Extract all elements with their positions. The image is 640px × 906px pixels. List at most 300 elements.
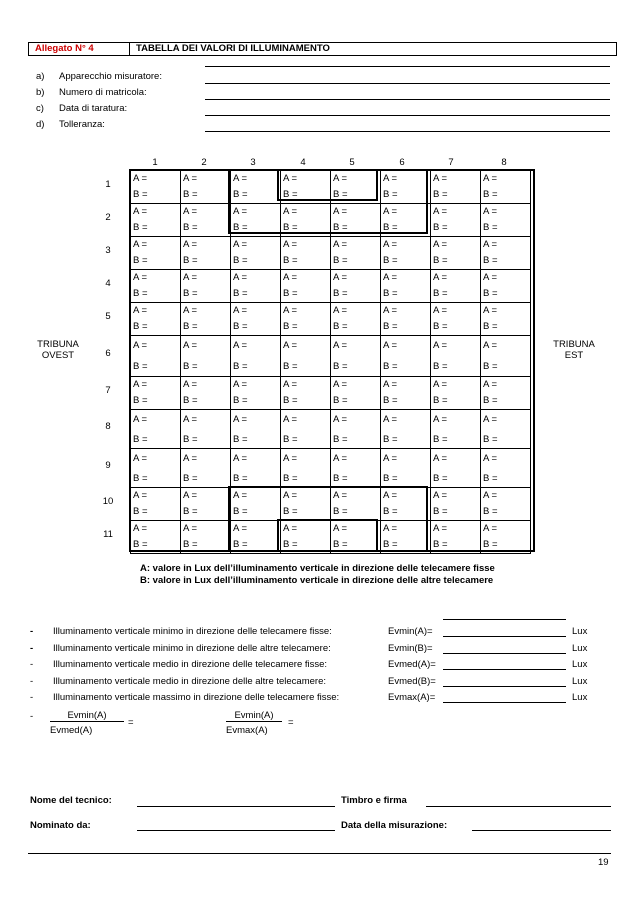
cell-value-b: B = <box>233 434 248 445</box>
cell-value-a: A = <box>333 173 347 184</box>
grid-cell[interactable] <box>131 449 181 488</box>
grid-cell[interactable] <box>431 270 481 303</box>
cell-value-b: B = <box>133 506 148 517</box>
cell-value-a: A = <box>433 340 447 351</box>
cell-value-a: A = <box>333 272 347 283</box>
grid-cell[interactable] <box>181 449 231 488</box>
cell-value-a: A = <box>433 173 447 184</box>
field-letter: d) <box>36 119 45 130</box>
timbro-input[interactable] <box>426 806 611 807</box>
grid-cell[interactable] <box>431 521 481 554</box>
grid-cell[interactable] <box>231 204 281 237</box>
cell-value-a: A = <box>483 305 497 316</box>
grid-cell[interactable] <box>131 171 181 204</box>
cell-value-b: B = <box>333 321 348 332</box>
grid-cell[interactable] <box>381 204 431 237</box>
side-label-line: TRIBUNA <box>553 339 595 350</box>
cell-value-a: A = <box>333 490 347 501</box>
field-input-matricola[interactable] <box>205 99 610 100</box>
unit-label: Lux <box>572 659 588 670</box>
cell-value-b: B = <box>183 222 198 233</box>
grid-cell[interactable] <box>431 237 481 270</box>
cell-value-b: B = <box>433 321 448 332</box>
grid-cell[interactable] <box>431 171 481 204</box>
cell-value-b: B = <box>383 395 398 406</box>
cell-value-a: A = <box>483 414 497 425</box>
grid-cell[interactable] <box>181 303 231 336</box>
grid-cell[interactable] <box>131 377 181 410</box>
grid-cell[interactable] <box>231 449 281 488</box>
cell-value-a: A = <box>383 173 397 184</box>
page-title: TABELLA DEI VALORI DI ILLUMINAMENTO <box>136 43 330 54</box>
unit-label: Lux <box>572 692 588 703</box>
grid-cell[interactable] <box>431 377 481 410</box>
cell-value-b: B = <box>233 539 248 550</box>
cell-value-a: A = <box>133 379 147 390</box>
bullet: - <box>30 643 34 654</box>
cell-value-b: B = <box>433 255 448 266</box>
legend-a: A: valore in Lux dell’illuminamento verticale in direzione delle telecamere fisse <box>140 563 495 574</box>
cell-value-a: A = <box>183 173 197 184</box>
cell-value-a: A = <box>333 340 347 351</box>
cell-value-a: A = <box>233 340 247 351</box>
row-number: 6 <box>105 347 111 359</box>
cell-value-b: B = <box>383 434 398 445</box>
grid-cell[interactable] <box>481 270 531 303</box>
cell-value-b: B = <box>133 288 148 299</box>
grid-cell[interactable] <box>481 449 531 488</box>
cell-value-a: A = <box>133 272 147 283</box>
grid-cell[interactable] <box>481 521 531 554</box>
cell-value-a: A = <box>333 206 347 217</box>
row-number: 2 <box>105 211 111 223</box>
result-label: Illuminamento verticale medio in direzione delle altre telecamere: <box>53 676 326 687</box>
grid-cell[interactable] <box>431 449 481 488</box>
cell-value-b: B = <box>183 288 198 299</box>
grid-cell[interactable] <box>431 303 481 336</box>
cell-value-a: A = <box>233 523 247 534</box>
cell-value-a: A = <box>283 272 297 283</box>
cell-value-a: A = <box>333 305 347 316</box>
grid-cell[interactable] <box>281 449 331 488</box>
cell-value-a: A = <box>433 379 447 390</box>
row-number: 4 <box>105 277 111 289</box>
cell-value-a: A = <box>233 173 247 184</box>
cell-value-a: A = <box>383 305 397 316</box>
cell-value-b: B = <box>183 255 198 266</box>
row-number: 10 <box>102 495 114 507</box>
side-label-ovest <box>30 339 86 361</box>
cell-value-a: A = <box>133 414 147 425</box>
tecnico-input[interactable] <box>137 806 335 807</box>
cell-value-b: B = <box>383 255 398 266</box>
grid-cell[interactable] <box>131 488 181 521</box>
grid-cell[interactable] <box>331 237 381 270</box>
cell-value-b: B = <box>333 506 348 517</box>
grid-cell[interactable] <box>231 488 281 521</box>
grid-cell[interactable] <box>281 204 331 237</box>
row-number: 7 <box>105 384 111 396</box>
cell-value-b: B = <box>183 434 198 445</box>
cell-value-a: A = <box>133 340 147 351</box>
bullet: - <box>30 659 34 670</box>
row-number: 8 <box>105 420 111 432</box>
cell-value-a: A = <box>433 206 447 217</box>
cell-value-a: A = <box>133 239 147 250</box>
result-key: Evmin(B)= <box>388 643 433 654</box>
grid-cell[interactable] <box>131 303 181 336</box>
grid-cell[interactable] <box>181 204 231 237</box>
cell-value-b: B = <box>283 506 298 517</box>
grid-row <box>131 488 531 521</box>
cell-value-b: B = <box>283 434 298 445</box>
cell-value-a: A = <box>383 340 397 351</box>
grid-cell[interactable] <box>481 488 531 521</box>
row-number: 5 <box>105 310 111 322</box>
result-input-evmed-a[interactable] <box>443 669 566 670</box>
grid-cell[interactable] <box>231 336 281 377</box>
grid-cell[interactable] <box>381 237 431 270</box>
grid-cell[interactable] <box>181 410 231 449</box>
grid-cell[interactable] <box>281 336 331 377</box>
row-number: 3 <box>105 244 111 256</box>
cell-value-a: A = <box>183 523 197 534</box>
result-label: Illuminamento verticale minimo in direzione delle altre telecamere: <box>53 643 331 654</box>
grid-cell[interactable] <box>331 303 381 336</box>
cell-value-a: A = <box>283 414 297 425</box>
grid-cell[interactable] <box>131 237 181 270</box>
grid-cell[interactable] <box>131 410 181 449</box>
cell-value-a: A = <box>483 340 497 351</box>
cell-value-a: A = <box>483 453 497 464</box>
cell-value-b: B = <box>183 361 198 372</box>
grid-row <box>131 204 531 237</box>
cell-value-b: B = <box>483 189 498 200</box>
cell-value-a: A = <box>433 490 447 501</box>
cell-value-b: B = <box>433 434 448 445</box>
cell-value-b: B = <box>133 222 148 233</box>
cell-value-b: B = <box>433 222 448 233</box>
cell-value-b: B = <box>483 288 498 299</box>
cell-value-a: A = <box>383 523 397 534</box>
cell-value-a: A = <box>233 206 247 217</box>
cell-value-a: A = <box>283 453 297 464</box>
cell-value-a: A = <box>483 379 497 390</box>
side-label-line: TRIBUNA <box>37 339 79 350</box>
grid-cell[interactable] <box>381 303 431 336</box>
grid-cell[interactable] <box>431 410 481 449</box>
cell-value-b: B = <box>133 189 148 200</box>
field-label: Data di taratura: <box>59 103 128 114</box>
field-input-taratura[interactable] <box>205 115 610 116</box>
grid-cell[interactable] <box>481 171 531 204</box>
cell-value-b: B = <box>233 473 248 484</box>
cell-value-b: B = <box>483 506 498 517</box>
grid-cell[interactable] <box>481 237 531 270</box>
row-number: 1 <box>105 179 111 190</box>
cell-value-b: B = <box>283 539 298 550</box>
grid-cell[interactable] <box>381 377 431 410</box>
cell-value-a: A = <box>383 272 397 283</box>
cell-value-b: B = <box>333 288 348 299</box>
cell-value-a: A = <box>433 239 447 250</box>
result-input-evmed-b[interactable] <box>443 686 566 687</box>
grid-cell[interactable] <box>231 171 281 204</box>
cell-value-a: A = <box>183 206 197 217</box>
grid-cell[interactable] <box>331 410 381 449</box>
grid-row <box>131 336 531 377</box>
cell-value-b: B = <box>333 255 348 266</box>
document-header <box>28 42 617 56</box>
result-key: Evmed(A)= <box>388 659 436 670</box>
grid-cell[interactable] <box>181 270 231 303</box>
field-letter: a) <box>36 71 45 82</box>
cell-value-b: B = <box>483 395 498 406</box>
cell-value-b: B = <box>383 506 398 517</box>
cell-value-b: B = <box>283 395 298 406</box>
column-number: 3 <box>250 157 256 168</box>
cell-value-b: B = <box>333 473 348 484</box>
grid-cell[interactable] <box>431 336 481 377</box>
cell-value-b: B = <box>433 473 448 484</box>
ratio-numerator: Evmin(A) <box>50 710 124 722</box>
unit-label: Lux <box>572 643 588 654</box>
cell-value-b: B = <box>383 189 398 200</box>
cell-value-b: B = <box>233 255 248 266</box>
grid-cell[interactable] <box>181 171 231 204</box>
grid-cell[interactable] <box>481 377 531 410</box>
cell-value-b: B = <box>133 361 148 372</box>
grid-cell[interactable] <box>481 303 531 336</box>
cell-value-b: B = <box>433 539 448 550</box>
legend-b: B: valore in Lux dell’illuminamento verticale in direzione delle altre telecamere <box>140 575 494 586</box>
timbro-label: Timbro e firma <box>341 795 407 806</box>
nominato-input[interactable] <box>137 830 335 831</box>
grid-cell[interactable] <box>231 410 281 449</box>
cell-value-b: B = <box>283 222 298 233</box>
bullet: - <box>30 676 34 687</box>
cell-value-b: B = <box>283 473 298 484</box>
cell-value-b: B = <box>133 395 148 406</box>
cell-value-a: A = <box>233 453 247 464</box>
grid-cell[interactable] <box>331 488 381 521</box>
cell-value-a: A = <box>433 414 447 425</box>
grid-cell[interactable] <box>381 449 431 488</box>
cell-value-a: A = <box>183 239 197 250</box>
grid-cell[interactable] <box>381 270 431 303</box>
cell-value-a: A = <box>233 272 247 283</box>
cell-value-a: A = <box>183 490 197 501</box>
cell-value-b: B = <box>183 539 198 550</box>
grid-cell[interactable] <box>181 521 231 554</box>
bullet: - <box>30 692 34 703</box>
cell-value-a: A = <box>483 206 497 217</box>
cell-value-a: A = <box>333 453 347 464</box>
page-number: 19 <box>598 857 609 868</box>
grid-cell[interactable] <box>181 377 231 410</box>
grid-cell[interactable] <box>331 449 381 488</box>
unit-label: Lux <box>572 676 588 687</box>
grid-cell[interactable] <box>181 488 231 521</box>
cell-value-b: B = <box>383 288 398 299</box>
cell-value-a: A = <box>183 414 197 425</box>
ratio-equals: = <box>288 717 294 728</box>
grid-cell[interactable] <box>231 521 281 554</box>
grid-cell[interactable] <box>331 521 381 554</box>
cell-value-a: A = <box>283 206 297 217</box>
cell-value-b: B = <box>183 506 198 517</box>
cell-value-b: B = <box>333 539 348 550</box>
nominato-label: Nominato da: <box>30 820 91 831</box>
cell-value-a: A = <box>133 490 147 501</box>
grid-cell[interactable] <box>231 377 281 410</box>
cell-value-a: A = <box>433 305 447 316</box>
cell-value-a: A = <box>283 490 297 501</box>
cell-value-b: B = <box>483 222 498 233</box>
result-key: Evmin(A)= <box>388 626 433 637</box>
grid-cell[interactable] <box>281 377 331 410</box>
column-number: 8 <box>501 157 507 168</box>
grid-cell[interactable] <box>431 204 481 237</box>
cell-value-a: A = <box>183 340 197 351</box>
grid-cell[interactable] <box>231 237 281 270</box>
result-key: Evmax(A)= <box>388 692 436 703</box>
cell-value-a: A = <box>133 523 147 534</box>
bullet: - <box>30 711 34 722</box>
cell-value-b: B = <box>333 189 348 200</box>
grid-cell[interactable] <box>431 488 481 521</box>
cell-value-b: B = <box>283 189 298 200</box>
cell-value-b: B = <box>383 539 398 550</box>
grid-cell[interactable] <box>281 171 331 204</box>
grid-cell[interactable] <box>231 303 281 336</box>
grid-cell[interactable] <box>281 270 331 303</box>
cell-value-a: A = <box>283 305 297 316</box>
column-number: 7 <box>448 157 454 168</box>
cell-value-a: A = <box>483 173 497 184</box>
grid-cell[interactable] <box>381 410 431 449</box>
cell-value-b: B = <box>183 189 198 200</box>
cell-value-a: A = <box>133 173 147 184</box>
grid-cell[interactable] <box>281 488 331 521</box>
column-number: 2 <box>201 157 207 168</box>
cell-value-a: A = <box>233 414 247 425</box>
cell-value-a: A = <box>333 523 347 534</box>
allegato-label: Allegato N° 4 <box>29 43 130 55</box>
cell-value-b: B = <box>383 222 398 233</box>
cell-value-b: B = <box>383 361 398 372</box>
cell-value-b: B = <box>133 473 148 484</box>
data-misurazione-input[interactable] <box>472 830 611 831</box>
field-input-apparecchio[interactable] <box>205 83 610 84</box>
result-label: Illuminamento verticale minimo in direzione delle telecamere fisse: <box>53 626 332 637</box>
grid-cell[interactable] <box>131 270 181 303</box>
result-input-evmin-b[interactable] <box>443 653 566 654</box>
result-label: Illuminamento verticale massimo in direzione delle telecamere fisse: <box>53 692 340 703</box>
grid-row <box>131 270 531 303</box>
cell-value-a: A = <box>433 523 447 534</box>
grid-cell[interactable] <box>331 270 381 303</box>
grid-row <box>131 410 531 449</box>
grid-row <box>131 377 531 410</box>
cell-value-a: A = <box>483 490 497 501</box>
cell-value-b: B = <box>483 321 498 332</box>
grid-cell[interactable] <box>181 336 231 377</box>
grid-row <box>131 449 531 488</box>
grid-cell[interactable] <box>281 521 331 554</box>
unit-label: Lux <box>572 626 588 637</box>
field-input-tolleranza[interactable] <box>205 131 610 132</box>
result-input-evmin-a[interactable] <box>443 636 566 637</box>
cell-value-b: B = <box>433 395 448 406</box>
grid-row <box>131 171 531 204</box>
grid-cell[interactable] <box>381 488 431 521</box>
cell-value-a: A = <box>133 453 147 464</box>
cell-value-b: B = <box>133 539 148 550</box>
grid-cell[interactable] <box>381 171 431 204</box>
grid-cell[interactable] <box>281 303 331 336</box>
cell-value-a: A = <box>383 414 397 425</box>
grid-cell[interactable] <box>131 336 181 377</box>
cell-value-a: A = <box>133 305 147 316</box>
cell-value-b: B = <box>133 255 148 266</box>
grid-cell[interactable] <box>331 336 381 377</box>
cell-value-a: A = <box>183 272 197 283</box>
cell-value-b: B = <box>433 361 448 372</box>
grid-cell[interactable] <box>481 204 531 237</box>
cell-value-b: B = <box>383 321 398 332</box>
cell-value-b: B = <box>283 361 298 372</box>
cell-value-b: B = <box>233 361 248 372</box>
field-label: Numero di matricola: <box>59 87 147 98</box>
cell-value-a: A = <box>333 379 347 390</box>
cell-value-a: A = <box>183 379 197 390</box>
grid-cell[interactable] <box>481 410 531 449</box>
cell-value-b: B = <box>483 434 498 445</box>
grid-cell[interactable] <box>231 270 281 303</box>
cell-value-a: A = <box>283 239 297 250</box>
grid-cell[interactable] <box>131 204 181 237</box>
grid-cell[interactable] <box>131 521 181 554</box>
ratio-denominator: Evmax(A) <box>226 725 268 736</box>
result-input-evmax-a[interactable] <box>443 702 566 703</box>
cell-value-a: A = <box>133 206 147 217</box>
grid-cell[interactable] <box>381 521 431 554</box>
ratio-evmin-evmax <box>226 710 282 736</box>
result-label: Illuminamento verticale medio in direzione delle telecamere fisse: <box>53 659 328 670</box>
grid-cell[interactable] <box>381 336 431 377</box>
grid-cell[interactable] <box>181 237 231 270</box>
cell-value-b: B = <box>183 321 198 332</box>
grid-cell[interactable] <box>331 204 381 237</box>
cell-value-b: B = <box>233 222 248 233</box>
cell-value-a: A = <box>283 379 297 390</box>
cell-value-a: A = <box>483 239 497 250</box>
grid-cell[interactable] <box>481 336 531 377</box>
cell-value-b: B = <box>283 288 298 299</box>
grid-cell[interactable] <box>281 237 331 270</box>
grid-cell[interactable] <box>281 410 331 449</box>
cell-value-b: B = <box>333 222 348 233</box>
illuminance-grid <box>130 170 531 554</box>
grid-cell[interactable] <box>331 377 381 410</box>
ratio-evmin-evmed <box>50 710 124 736</box>
cell-value-a: A = <box>383 379 397 390</box>
cell-value-a: A = <box>283 173 297 184</box>
cell-value-a: A = <box>483 523 497 534</box>
cell-value-a: A = <box>383 490 397 501</box>
grid-cell[interactable] <box>331 171 381 204</box>
